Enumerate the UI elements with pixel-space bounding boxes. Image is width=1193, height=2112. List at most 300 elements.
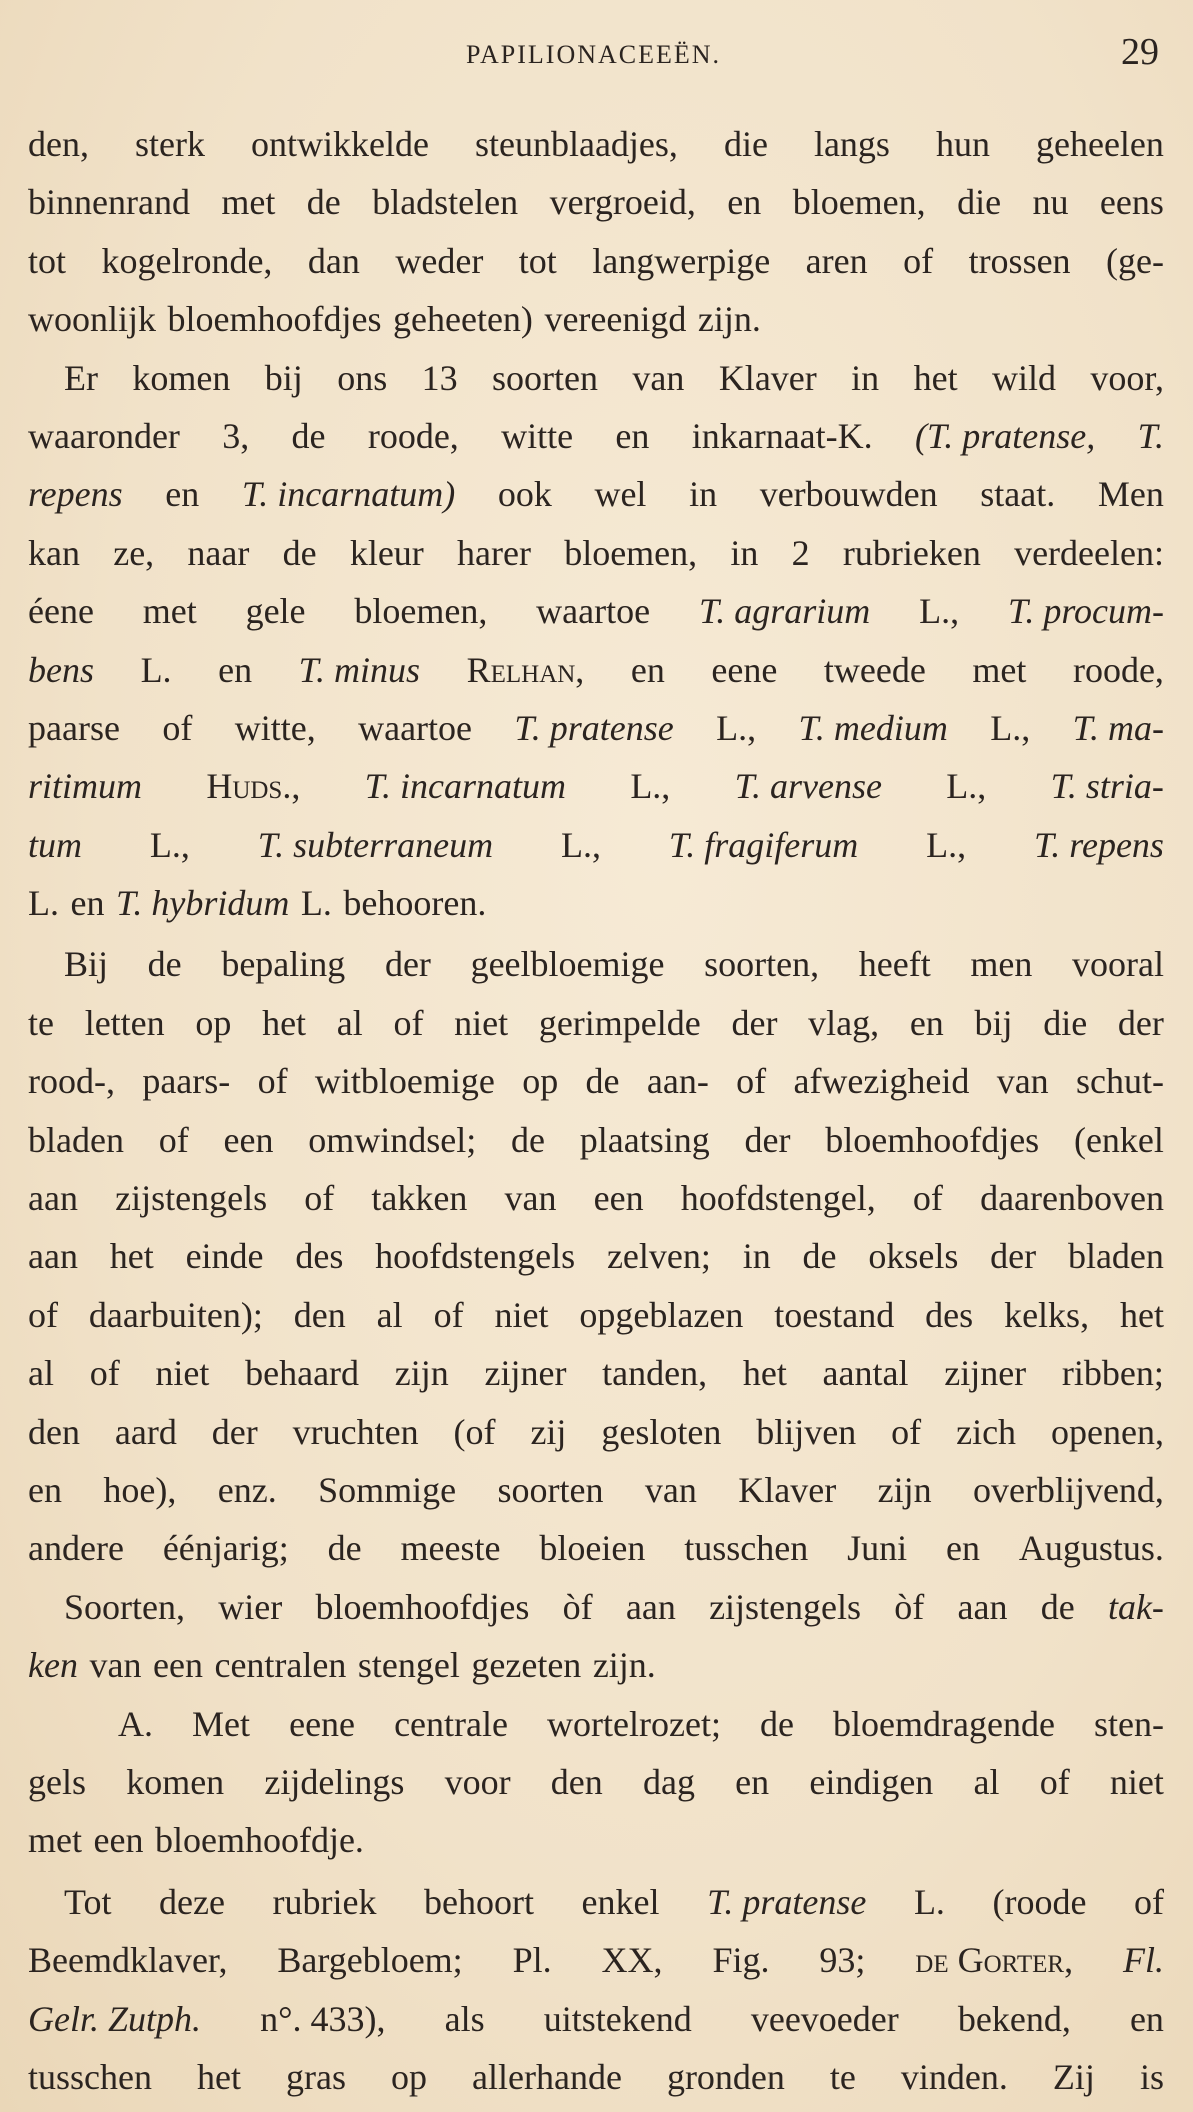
text-segment: trossen [968, 240, 1071, 281]
text-segment: gezeten [471, 1645, 582, 1686]
text-segment: aan- [646, 1061, 709, 1102]
text-segment: bloemen, [564, 532, 698, 573]
text-segment: zijn. [697, 299, 761, 340]
text-segment: bloeien [539, 1528, 646, 1569]
text-segment: woonlijk [28, 299, 157, 340]
text-segment: aren [805, 240, 868, 281]
text-segment: Bij [64, 944, 109, 985]
text-segment: aantal [822, 1353, 909, 1394]
text-segment: ons [337, 357, 388, 398]
text-segment: Gelr. Zutph. [28, 1998, 202, 2039]
text-segment: hun [935, 124, 990, 164]
text-segment: L., [149, 824, 190, 865]
text-segment: van [89, 1645, 142, 1686]
text-segment: zijstengels [115, 1178, 268, 1219]
text-segment: behaard [245, 1353, 360, 1394]
text-line [28, 465, 1164, 523]
text-segment: verdeelen: [1014, 532, 1164, 573]
running-head: PAPILIONACEEËN. [465, 40, 722, 69]
text-line [28, 2048, 1164, 2106]
text-segment: hoofdstengel, [680, 1178, 876, 1219]
text-segment: paarse [28, 707, 120, 748]
text-segment: L. [913, 1881, 945, 1922]
text-segment: en [630, 649, 665, 690]
text-segment: den [550, 1761, 603, 1802]
text-segment: T. procum- [1007, 591, 1164, 632]
text-segment: zich [956, 1411, 1017, 1452]
text-line [28, 1753, 1164, 1811]
text-segment: tot [28, 240, 67, 281]
text-segment: bloemen, [792, 182, 926, 223]
text-segment: Huds., [206, 766, 301, 807]
text-segment: zijdelings [264, 1761, 405, 1802]
text-line [28, 1811, 1164, 1869]
text-segment: zijn [394, 1353, 449, 1394]
text-segment: en [727, 182, 762, 223]
text-segment: openen, [1050, 1411, 1164, 1452]
text-segment: stengel [357, 1645, 460, 1686]
text-segment: kogelronde, [101, 240, 273, 281]
text-segment: of [433, 1294, 464, 1335]
text-line [28, 1227, 1164, 1285]
text-segment: te [28, 1002, 54, 1043]
text-segment: gels [28, 1761, 86, 1802]
text-segment: der [1117, 1002, 1164, 1043]
text-segment: de [147, 944, 182, 985]
text-segment: bloemen, [354, 591, 488, 632]
text-line [28, 699, 1164, 757]
text-segment: voor, [1090, 357, 1164, 398]
text-segment: die [1043, 1002, 1088, 1043]
text-segment: en [165, 474, 200, 515]
text-segment: de [282, 532, 317, 573]
text-segment: bladen [28, 1119, 124, 1160]
text-segment: XX, [601, 1940, 663, 1981]
text-segment: al [376, 1294, 403, 1335]
text-segment: schut- [1076, 1061, 1164, 1102]
text-segment: plaatsing [579, 1119, 710, 1160]
text-line [28, 1111, 1164, 1169]
text-segment: aan [957, 1586, 1008, 1627]
text-segment: op [195, 1002, 232, 1043]
text-segment: voor [444, 1761, 511, 1802]
text-segment: bepaling [221, 944, 346, 985]
text-segment: ritimum [28, 766, 143, 807]
text-segment: L., [946, 766, 987, 807]
text-segment: komen [126, 1761, 225, 1802]
text-line [28, 524, 1164, 582]
text-segment: ook [497, 474, 552, 515]
text-segment: van [504, 1178, 557, 1219]
text-segment: Sommige [318, 1469, 457, 1510]
text-segment: het [262, 1002, 307, 1043]
text-segment: met [142, 591, 197, 632]
text-segment: bloemdragende [833, 1703, 1055, 1744]
text-segment: zijner [944, 1353, 1027, 1394]
text-segment: witbloemige [314, 1061, 495, 1102]
text-line [28, 1519, 1164, 1577]
text-segment: vergroeid, [549, 182, 696, 223]
text-segment: en [615, 415, 650, 456]
text-segment: Fl. [1122, 1940, 1164, 1981]
text-segment: van [644, 1469, 697, 1510]
text-segment: of [89, 1353, 120, 1394]
text-segment: n°. 433), [260, 1998, 386, 2039]
text-line [28, 115, 1164, 173]
text-segment: òf [894, 1586, 925, 1627]
text-segment: men [970, 944, 1033, 985]
text-segment: waartoe [536, 591, 651, 632]
text-segment: langwerpige [592, 240, 771, 281]
text-segment: wortelrozet; [547, 1703, 721, 1744]
text-segment: T. medium [798, 707, 948, 748]
text-segment: L., [919, 591, 960, 632]
text-segment: 13 [421, 357, 458, 398]
text-segment: vereenigd [544, 299, 687, 340]
text-segment: bladstelen [372, 182, 519, 223]
text-segment: bens [28, 649, 94, 690]
text-segment: T. hybridum [116, 883, 290, 924]
text-segment: daarenboven [980, 1178, 1164, 1219]
text-segment: nu [1032, 182, 1069, 223]
text-segment: oksels [868, 1236, 959, 1277]
text-segment: enz. [217, 1469, 277, 1510]
text-segment: omwindsel; [308, 1119, 477, 1160]
text-segment: L. [300, 883, 332, 924]
text-segment: Bargebloem; [277, 1940, 463, 1981]
text-segment: daarbuiten); [88, 1294, 263, 1335]
text-segment: of [1039, 1761, 1070, 1802]
text-segment: T. arvense [734, 766, 882, 807]
text-line [28, 641, 1164, 699]
text-segment: gele [245, 591, 306, 632]
text-segment: Met [192, 1703, 251, 1744]
page-header [28, 30, 1159, 80]
text-segment: op [391, 2056, 427, 2097]
text-segment: de [511, 1119, 545, 1160]
text-segment: ken [28, 1645, 78, 1686]
text-segment: opgeblazen [579, 1294, 744, 1335]
text-line [28, 349, 1164, 407]
text-segment: zij [530, 1411, 567, 1452]
text-segment: in [742, 1236, 771, 1277]
text-line [28, 1169, 1164, 1227]
text-segment: en [946, 1528, 980, 1569]
text-segment: bloemhoofdjes [167, 299, 382, 340]
text-segment: repens [28, 474, 123, 515]
text-segment: T. [1137, 415, 1164, 456]
text-segment: Zij [1052, 2056, 1095, 2097]
text-segment: L., [716, 707, 757, 748]
text-segment: allerhande [472, 2056, 622, 2097]
text-segment: T. subterraneum [257, 824, 494, 865]
text-segment: of [28, 1294, 58, 1335]
text-segment: den, [28, 124, 89, 164]
text-segment: of [891, 1411, 922, 1452]
text-segment: soorten, [704, 944, 820, 985]
text-segment: vlag, [808, 1002, 880, 1043]
text-segment: niet [494, 1294, 549, 1335]
text-segment: wier [218, 1586, 283, 1627]
text-segment: blijven [756, 1411, 857, 1452]
text-segment: aan [28, 1236, 78, 1277]
text-segment: steunblaadjes, [474, 124, 678, 164]
text-segment: of [393, 1002, 424, 1043]
text-segment: kan [28, 532, 80, 573]
text-segment: Tot [64, 1881, 112, 1922]
text-segment: komen [132, 357, 231, 398]
text-segment: roode, [1072, 649, 1164, 690]
text-segment: zijstengels [709, 1586, 862, 1627]
text-segment: L. [140, 649, 172, 690]
text-line [28, 1931, 1164, 1989]
text-segment: in [851, 357, 880, 398]
text-segment: 93; [819, 1940, 866, 1981]
text-segment: hoe), [103, 1469, 177, 1510]
text-segment: paars- [142, 1061, 231, 1102]
text-segment: Relhan, [466, 649, 585, 690]
text-segment: met [28, 1820, 82, 1861]
text-segment: 2 [791, 532, 810, 573]
text-segment: L. [28, 883, 59, 924]
text-segment: niet [1109, 1761, 1164, 1802]
text-line [28, 1344, 1164, 1402]
text-segment: T. ma- [1072, 707, 1164, 748]
text-segment: een [593, 1178, 644, 1219]
text-segment: T. pratense [514, 707, 674, 748]
text-segment: Klaver [738, 1469, 837, 1510]
text-segment: of [736, 1061, 767, 1102]
text-segment: bloemhoofdjes [825, 1119, 1040, 1160]
text-segment: eene [289, 1703, 356, 1744]
text-segment: een [93, 1820, 144, 1861]
text-segment: harer [457, 532, 531, 573]
text-segment: die [723, 124, 768, 164]
text-segment: bloemhoofdjes [315, 1586, 530, 1627]
text-segment: T. agrarium [698, 591, 871, 632]
text-segment: zijn [877, 1469, 932, 1510]
text-segment: éénjarig; [162, 1528, 289, 1569]
text-line [28, 1286, 1164, 1344]
text-segment: enkel [581, 1881, 660, 1922]
text-segment: Augustus. [1018, 1528, 1164, 1569]
text-segment: T. minus [298, 649, 421, 690]
text-segment: centralen [214, 1645, 347, 1686]
text-segment: witte [501, 415, 574, 456]
text-line [28, 1873, 1164, 1931]
text-segment: verbouwden [759, 474, 938, 515]
text-segment: in [730, 532, 759, 573]
text-line [28, 874, 1164, 932]
text-segment: soorten [492, 357, 599, 398]
text-segment: of [162, 707, 193, 748]
text-line [28, 994, 1164, 1052]
text-segment: (ge- [1106, 240, 1164, 281]
text-segment: T. stria- [1050, 766, 1164, 807]
text-segment: roode, [367, 415, 459, 456]
text-segment: weder [395, 240, 484, 281]
text-segment: de [802, 1236, 837, 1277]
text-segment: inkarnaat-K. [691, 415, 873, 456]
text-line [28, 816, 1164, 874]
text-segment: aard [114, 1411, 177, 1452]
text-segment: L., [630, 766, 671, 807]
text-segment: het [1120, 1294, 1164, 1335]
text-segment: op [522, 1061, 559, 1102]
text-segment: Pl. [512, 1940, 552, 1981]
text-segment: de [306, 182, 341, 223]
text-segment: behooren. [343, 883, 487, 924]
text-segment: het [742, 1353, 787, 1394]
text-segment: in [689, 474, 718, 515]
text-segment: met [972, 649, 1027, 690]
text-segment: (roode [992, 1881, 1087, 1922]
text-segment: is [1139, 2056, 1164, 2097]
text-segment: rood-, [28, 1061, 115, 1102]
text-line [28, 407, 1164, 465]
text-segment: tusschen [684, 1528, 809, 1569]
body-text [28, 115, 1164, 2106]
text-segment: T. pratense [707, 1881, 867, 1922]
text-segment: letten [84, 1002, 165, 1043]
text-segment: L., [990, 707, 1031, 748]
text-segment: 3, [222, 415, 250, 456]
text-segment: overblijvend, [972, 1469, 1164, 1510]
text-segment: A. [118, 1703, 153, 1744]
text-segment: het [197, 2056, 241, 2097]
text-line [28, 1403, 1164, 1461]
text-segment: al [28, 1353, 54, 1394]
text-segment: en [909, 1002, 944, 1043]
text-segment: veevoeder [750, 1998, 899, 2039]
text-segment: bladen [1067, 1236, 1164, 1277]
text-segment: uitstekend [543, 1998, 692, 2039]
text-segment: van [996, 1061, 1049, 1102]
text-segment: ontwikkelde [251, 124, 429, 164]
text-segment: of [903, 240, 934, 281]
text-segment: Soorten, [64, 1586, 185, 1627]
text-segment: de [327, 1528, 362, 1569]
text-segment: witte, [234, 707, 316, 748]
text-segment: al [973, 1761, 1000, 1802]
text-segment: aan [28, 1178, 78, 1219]
text-line [28, 1052, 1164, 1110]
text-segment: andere [28, 1528, 124, 1569]
text-segment: of [912, 1178, 943, 1219]
text-segment: L., [926, 824, 967, 865]
text-line [28, 290, 1164, 348]
text-segment: zelven; [606, 1236, 711, 1277]
text-segment: heeft [858, 944, 931, 985]
text-segment: L., [560, 824, 601, 865]
text-line [28, 173, 1164, 231]
text-segment: T. incarnatum [364, 766, 566, 807]
text-segment: Er [64, 357, 98, 398]
text-segment: eene [711, 649, 778, 690]
text-line [28, 935, 1164, 993]
text-segment: toestand [774, 1294, 895, 1335]
text-segment: niet [155, 1353, 210, 1394]
text-segment: staat. [980, 474, 1056, 515]
text-segment: vruchten [292, 1411, 419, 1452]
text-segment: takken [371, 1178, 468, 1219]
text-segment: sten- [1093, 1703, 1164, 1744]
text-segment: bij [974, 1002, 1013, 1043]
text-segment: en [28, 1469, 62, 1510]
text-segment: einde [185, 1236, 264, 1277]
text-segment: ze, [113, 532, 155, 573]
text-segment: bij [264, 357, 303, 398]
text-segment: tot [518, 240, 557, 281]
text-segment: dag [642, 1761, 695, 1802]
text-segment: waaronder [28, 415, 180, 456]
text-segment: meeste [400, 1528, 501, 1569]
text-segment: of [1134, 1881, 1164, 1922]
text-segment: der [211, 1411, 258, 1452]
text-segment: eens [1099, 182, 1164, 223]
text-segment: te [829, 2056, 856, 2097]
text-segment: tak- [1107, 1586, 1164, 1627]
text-segment: des [925, 1294, 974, 1335]
text-segment: òf [562, 1586, 593, 1627]
text-segment: tusschen [28, 2056, 152, 2097]
text-segment: behoort [424, 1881, 534, 1922]
text-segment: rubriek [272, 1881, 377, 1922]
text-segment: tum [28, 824, 82, 865]
text-segment: een [152, 1645, 203, 1686]
text-segment: de [760, 1703, 794, 1744]
text-segment: als [444, 1998, 485, 2039]
text-segment: niet [454, 1002, 509, 1043]
text-segment: waartoe [358, 707, 473, 748]
text-segment: die [957, 182, 1002, 223]
text-segment: en [70, 883, 105, 924]
text-segment: wild [991, 357, 1056, 398]
text-segment: tanden, [602, 1353, 708, 1394]
text-segment: gras [286, 2056, 346, 2097]
text-segment: Men [1097, 474, 1164, 515]
text-segment: dan [307, 240, 360, 281]
text-segment: geheeten) [393, 299, 533, 340]
text-segment: T. incarnatum) [241, 474, 456, 515]
text-segment: de Gorter, [915, 1940, 1074, 1981]
text-segment: bekend, [957, 1998, 1071, 2039]
text-segment: zijner [484, 1353, 567, 1394]
text-segment: T. fragiferum [668, 824, 859, 865]
text-segment: of [158, 1119, 189, 1160]
text-segment: der [990, 1236, 1037, 1277]
text-segment: al [336, 1002, 363, 1043]
text-segment: vooral [1072, 944, 1164, 985]
text-segment: afwezigheid [793, 1061, 970, 1102]
text-line [28, 1461, 1164, 1519]
text-segment: (of [453, 1411, 496, 1452]
text-segment: éene [28, 591, 94, 632]
text-segment: rubrieken [842, 532, 981, 573]
text-segment: en [1129, 1998, 1164, 2039]
text-segment: binnenrand [28, 182, 190, 223]
text-segment: het [109, 1236, 154, 1277]
text-segment: Beemdklaver, [28, 1940, 228, 1981]
text-segment: kleur [349, 532, 424, 573]
text-segment: (T. pratense, [914, 415, 1096, 456]
text-segment: soorten [497, 1469, 604, 1510]
text-segment: den [28, 1411, 80, 1452]
text-segment: gesloten [601, 1411, 722, 1452]
text-segment: een [223, 1119, 274, 1160]
text-segment: aan [625, 1586, 676, 1627]
text-segment: T. repens [1033, 824, 1164, 865]
